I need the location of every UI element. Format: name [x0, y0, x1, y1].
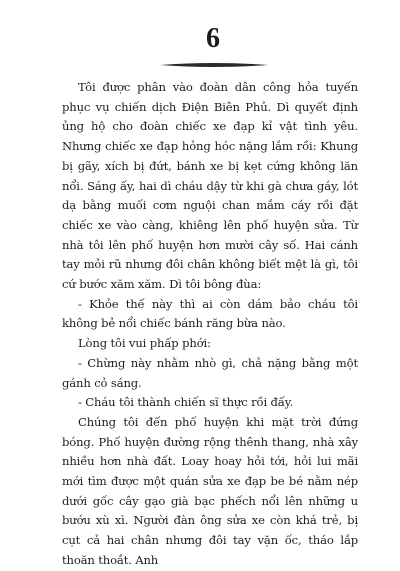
dialogue-line: - Khỏe thế này thì ai còn dám bảo cháu tôi không bẻ nổi chiếc bánh răng bừa nào. — [62, 296, 358, 331]
paragraph: Tôi được phân vào đoàn dân công hỏa tuyến phục vụ chiến dịch Điện Biên Phủ. Dì quyết định ủng hộ cho đoàn chiếc xe đạp kỉ vật tình yêu. Nhưng chiếc xe đạp hỏng hóc nặng lắm rồi: Khung bị gãy, xích bị đứt, bánh xe bị kẹt cứng không lăn nổi. Sáng ấy, hai dì cháu dậy từ khi gà chưa gáy, lót dạ bằng muối cơm nguội chan mắm cáy rồi đặt chiếc xe vào càng, khiêng lên phố huyện sửa. Từ nhà tôi lên phố huyện hơn mười cây số. Hai cánh tay mỏi rũ nhưng đôi chân không biết mệt là gì, tôi cứ bước xăm xăm. Dì tôi bông đùa: — [62, 80, 358, 292]
chapter-body-text — [62, 78, 358, 571]
book-page — [0, 23, 400, 567]
paragraph: Chúng tôi đến phố huyện khi mặt trời đứng bóng. Phố huyện đường rộng thênh thang, nhà xây nhiều hơn nhà đất. Loay hoay hỏi tới, hỏi lui mãi mới tìm được một quán sửa xe đạp be bé nằm nép dưới gốc cây gạo già bạc phếch nổi lên những u bướu xù xì. Người đàn ông sửa xe còn khá trẻ, bị cụt cả hai chân nhưng đôi tay vặn ốc, tháo lắp thoăn thoắt. Anh — [62, 414, 358, 567]
dialogue-line: - Chừng này nhằm nhò gì, chả nặng bằng một gánh cỏ sáng. — [62, 355, 358, 390]
chapter-ornament-divider — [158, 62, 270, 68]
dialogue-line: - Cháu tôi thành chiến sĩ thực rồi đấy. — [78, 395, 294, 410]
chapter-number: 6 — [206, 23, 220, 54]
paragraph: Lòng tôi vui phấp phới: — [78, 336, 211, 351]
